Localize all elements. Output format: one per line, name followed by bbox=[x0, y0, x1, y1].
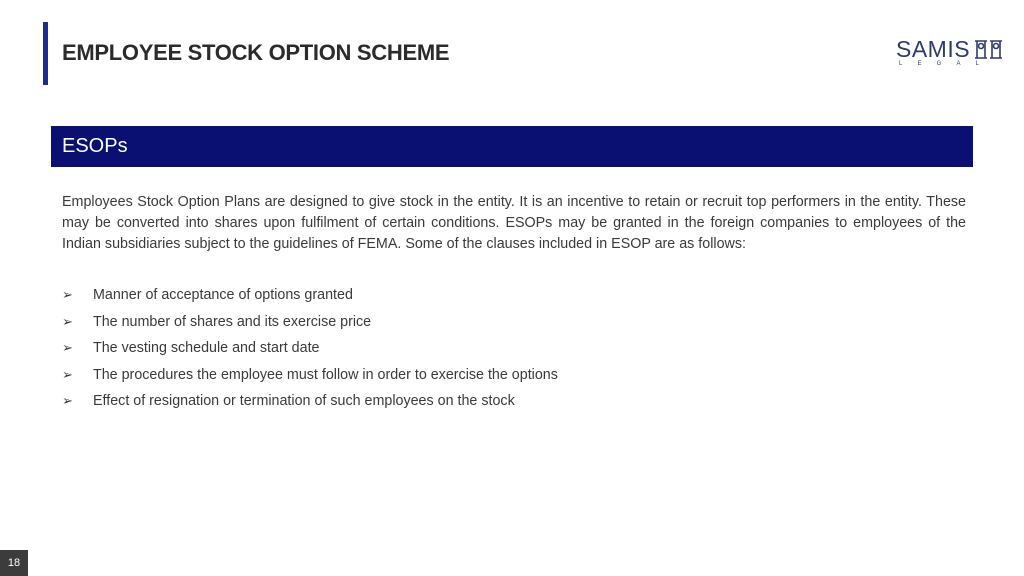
section-heading: ESOPs bbox=[62, 135, 128, 157]
logo-subtitle-letter: L bbox=[975, 61, 979, 67]
section-header bbox=[51, 126, 973, 167]
arrow-bullet-icon: ➢ bbox=[62, 340, 73, 356]
arrow-bullet-icon: ➢ bbox=[62, 366, 73, 382]
arrow-bullet-icon: ➢ bbox=[62, 287, 73, 303]
logo-subtitle-letter: E bbox=[917, 61, 922, 67]
list-item bbox=[62, 335, 558, 362]
logo-pillar-icon bbox=[974, 38, 1004, 60]
logo-subtitle-letter: A bbox=[956, 61, 961, 67]
list-item-text: The number of shares and its exercise price bbox=[93, 313, 372, 330]
list-item bbox=[62, 362, 558, 389]
title-accent-bar bbox=[43, 22, 48, 85]
arrow-bullet-icon: ➢ bbox=[62, 393, 73, 409]
list-item-text: Effect of resignation or termination of such employees on the stock bbox=[93, 393, 515, 410]
list-item-text: The procedures the employee must follow in order to exercise the options bbox=[93, 366, 558, 383]
intro-paragraph: Employees Stock Option Plans are designed to give stock in the entity. It is an incentive to retain or recruit top performers in the entity. These may be converted into shares upon fulfilment of certain conditions. ESOPs may be granted in the foreign companies to employees of the Indian subsidiaries subject to the guidelines of FEMA. Some of the clauses included in ESOP are as follows: bbox=[62, 194, 966, 252]
logo-subtitle bbox=[899, 61, 979, 67]
page-number: 18 bbox=[0, 550, 28, 576]
company-logo bbox=[896, 36, 1006, 70]
list-item bbox=[62, 309, 558, 336]
logo-wordmark: SAMIS bbox=[896, 36, 971, 62]
list-item bbox=[62, 388, 558, 415]
list-item-text: Manner of acceptance of options granted bbox=[93, 287, 353, 304]
clause-list bbox=[62, 282, 558, 415]
logo-subtitle-letter: G bbox=[936, 61, 942, 67]
arrow-bullet-icon: ➢ bbox=[62, 313, 73, 329]
list-item-text: The vesting schedule and start date bbox=[93, 340, 320, 357]
logo-subtitle-letter: L bbox=[899, 61, 903, 67]
list-item bbox=[62, 282, 558, 309]
page-title: EMPLOYEE STOCK OPTION SCHEME bbox=[62, 40, 450, 65]
